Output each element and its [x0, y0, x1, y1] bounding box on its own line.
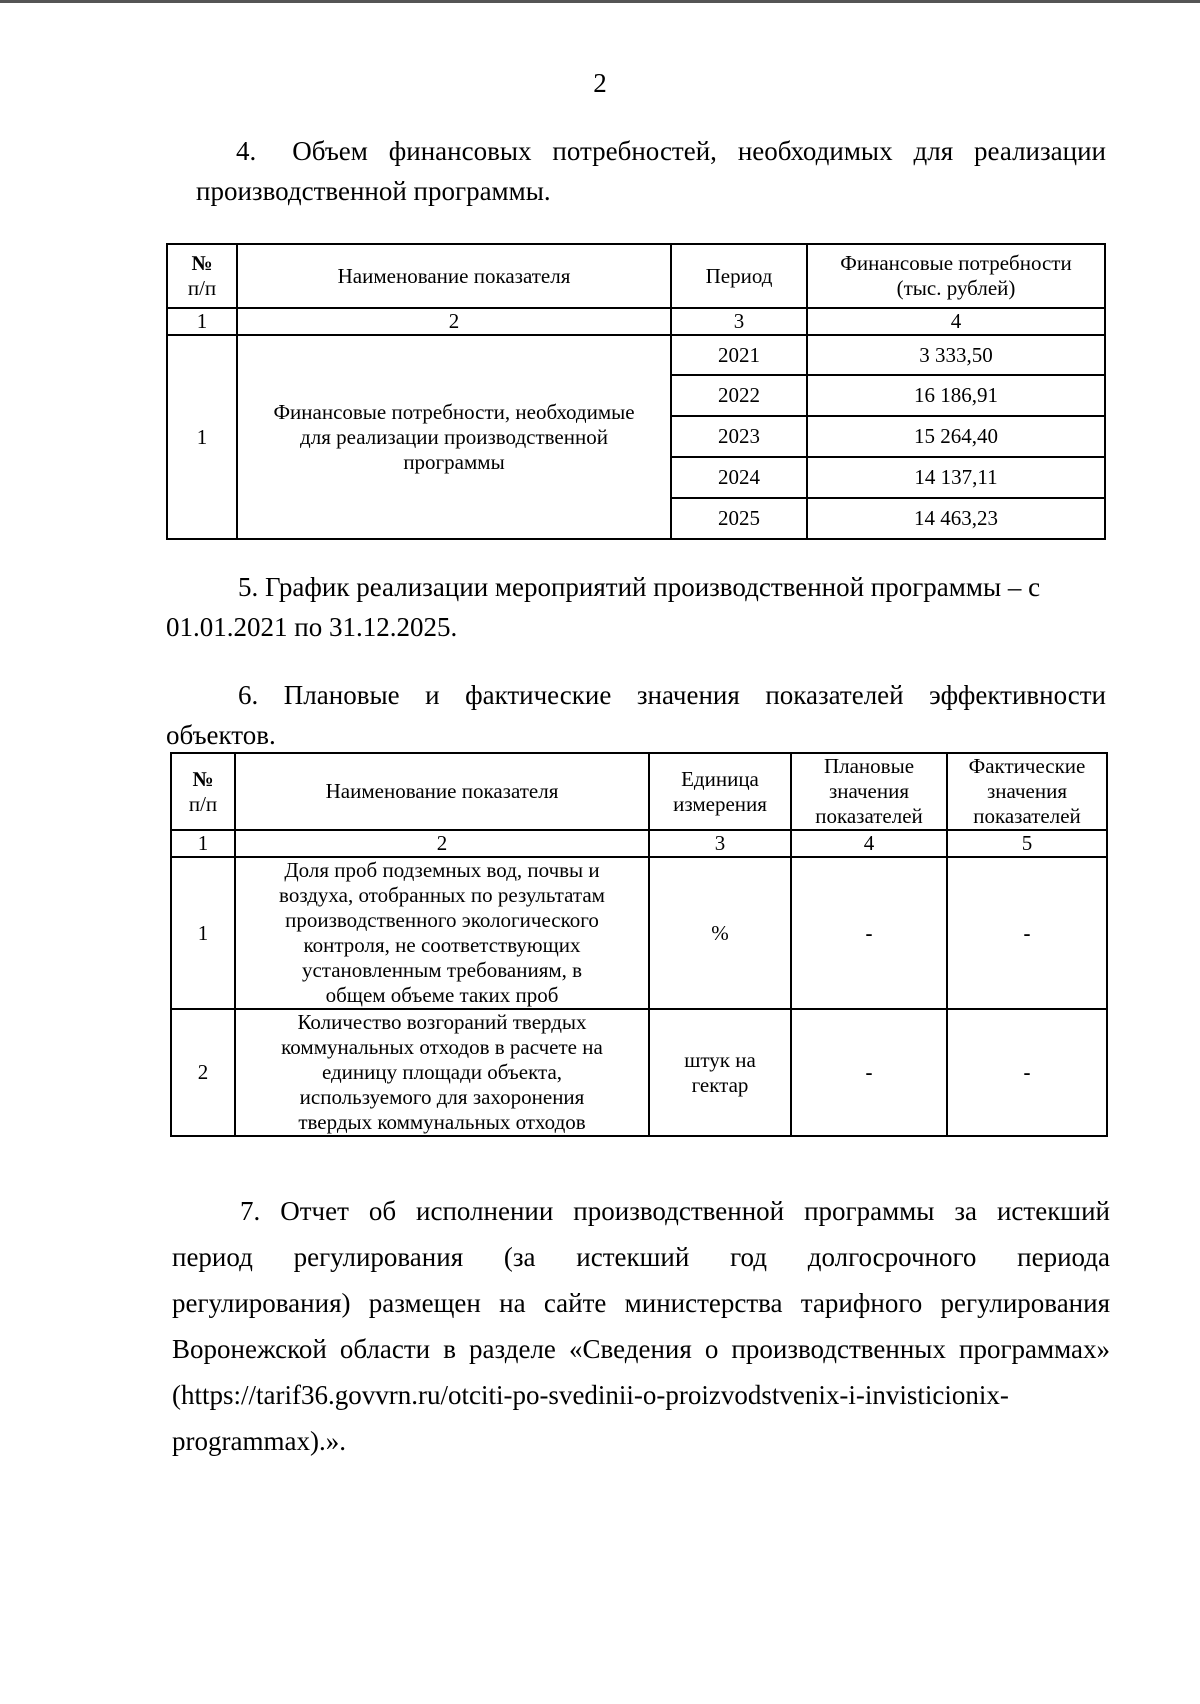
table1-period-year: 2024 [671, 457, 807, 498]
table1-period-value: 14 463,23 [807, 498, 1105, 539]
table1-period-value: 16 186,91 [807, 375, 1105, 416]
table1-col-number: 3 [671, 308, 807, 335]
table1-col-number: 4 [807, 308, 1105, 335]
table2-header-no: № п/п [171, 753, 235, 830]
section-7-line-1: 7. Отчет об исполнении производственной программы за истекший [240, 1196, 1110, 1226]
section-4-line-1: 4. Объем финансовых потребностей, необходимых для реализации [236, 136, 1106, 166]
table2-header-fact: Фактические значения показателей [947, 753, 1107, 830]
table1-row-number: 1 [167, 335, 237, 539]
table2-row-number: 2 [171, 1009, 235, 1136]
section-6 [166, 675, 1106, 755]
section-5-line-2: 01.01.2021 по 31.12.2025. [166, 612, 458, 642]
table1-header-no: № п/п [167, 244, 237, 308]
table2-col-number: 2 [235, 830, 649, 857]
table2-row-fact: - [947, 857, 1107, 1009]
table2-header-plan: Плановые значения показателей [791, 753, 947, 830]
section-6-line-2: объектов. [166, 720, 276, 750]
table2-row-unit: % [649, 857, 791, 1009]
table2-row-plan: - [791, 1009, 947, 1136]
table2-col-number: 5 [947, 830, 1107, 857]
section-4-heading [196, 131, 1106, 211]
table1-period-value: 15 264,40 [807, 416, 1105, 457]
financial-needs-table [166, 243, 1106, 540]
section-7-line-3: регулирования) размещен на сайте министерства тарифного регулирования [172, 1288, 1110, 1318]
page-number: 2 [593, 68, 607, 98]
table1-period-year: 2023 [671, 416, 807, 457]
section-5-line-1: 5. График реализации мероприятий производственной программы – с [238, 572, 1041, 602]
table1-header-financial: Финансовые потребности (тыс. рублей) [807, 244, 1105, 308]
table1-col-number: 2 [237, 308, 671, 335]
table1-row-name: Финансовые потребности, необходимые для реализации производственной программы [237, 335, 671, 539]
table-row [171, 857, 1107, 1009]
table2-col-number: 3 [649, 830, 791, 857]
table1-period-year: 2025 [671, 498, 807, 539]
section-4-line-2: производственной программы. [196, 176, 551, 206]
table1-col-number: 1 [167, 308, 237, 335]
table2-header-unit: Единица измерения [649, 753, 791, 830]
table2-col-number: 4 [791, 830, 947, 857]
table1-period-value: 14 137,11 [807, 457, 1105, 498]
section-5 [166, 567, 1096, 647]
section-7-line-6: programmax).». [172, 1426, 346, 1456]
efficiency-indicators-table [170, 752, 1108, 1137]
section-7-line-5: (https://tarif36.govvrn.ru/otciti-po-svedinii-o-proizvodstvenix-i-invisticionix- [172, 1380, 1009, 1410]
table1-header-name: Наименование показателя [237, 244, 671, 308]
table-row [171, 1009, 1107, 1136]
table2-header-name: Наименование показателя [235, 753, 649, 830]
section-7-line-4: Воронежской области в разделе «Сведения о производственных программах» [172, 1334, 1110, 1364]
table1-period-year: 2021 [671, 335, 807, 375]
table2-row-plan: - [791, 857, 947, 1009]
table2-row-fact: - [947, 1009, 1107, 1136]
section-7 [172, 1188, 1110, 1464]
table2-row-name: Количество возгораний твердых коммунальных отходов в расчете на единицу площади объекта, используемого для захоронения твердых коммунальных отходов [235, 1009, 649, 1136]
section-7-line-2: период регулирования (за истекший год долгосрочного периода [172, 1242, 1110, 1272]
table1-period-value: 3 333,50 [807, 335, 1105, 375]
scan-top-edge [0, 0, 1200, 3]
table2-row-name: Доля проб подземных вод, почвы и воздуха, отобранных по результатам производственного экологического контроля, не соответствующих установленным требованиям, в общем объеме таких проб [235, 857, 649, 1009]
table1-header-period: Период [671, 244, 807, 308]
section-6-line-1: 6. Плановые и фактические значения показателей эффективности [238, 680, 1106, 710]
table2-row-unit: штук на гектар [649, 1009, 791, 1136]
table2-col-number: 1 [171, 830, 235, 857]
table2-row-number: 1 [171, 857, 235, 1009]
table1-period-year: 2022 [671, 375, 807, 416]
